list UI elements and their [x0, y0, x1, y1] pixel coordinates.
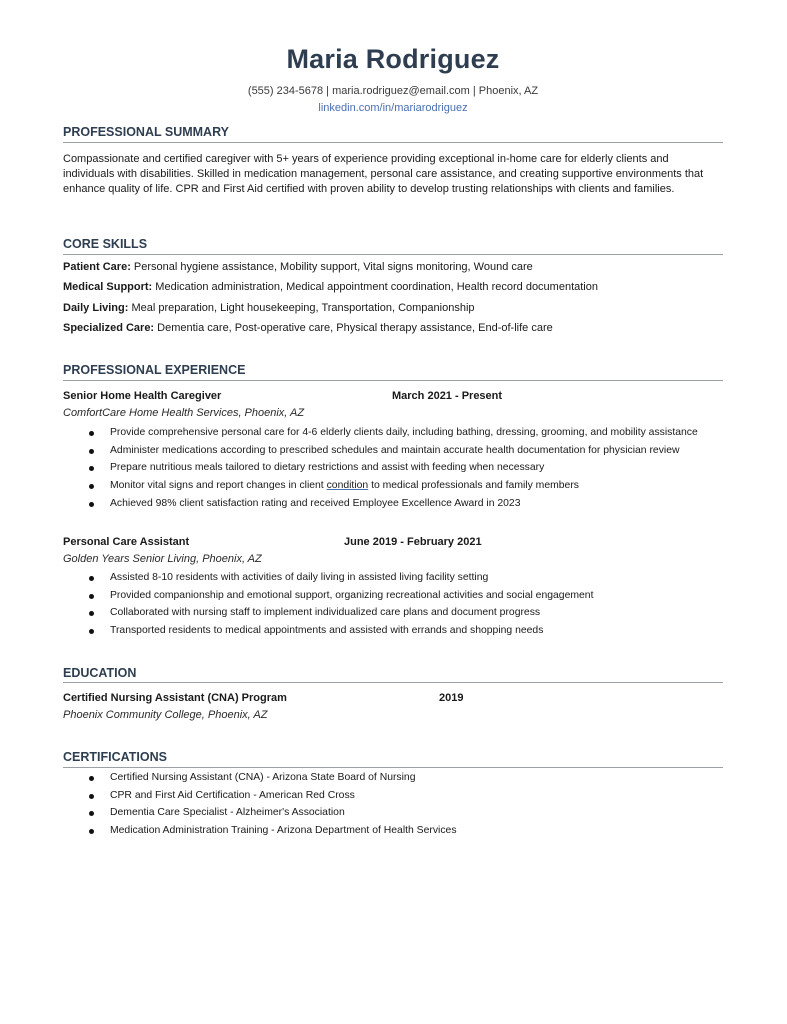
- experience-divider: [63, 380, 723, 381]
- job-dates: June 2019 - February 2021: [344, 536, 482, 548]
- condition-link[interactable]: condition: [326, 480, 369, 492]
- skills-divider: [63, 254, 723, 255]
- skill-row: [63, 322, 553, 334]
- job-bullets: [63, 424, 723, 512]
- skill-row: [63, 261, 533, 273]
- bullet-text: Administer medications according to prescribed schedules and maintain accurate health documentation for physician review: [110, 444, 680, 456]
- education-program: Certified Nursing Assistant (CNA) Program: [63, 692, 287, 704]
- job-organization: ComfortCare Home Health Services, Phoenix, AZ: [63, 407, 305, 419]
- skills-heading: CORE SKILLS: [63, 237, 148, 251]
- skill-text: Meal preparation, Light housekeeping, Transportation, Companionship: [128, 302, 475, 314]
- certification-text: CPR and First Aid Certification - American Red Cross: [110, 789, 355, 801]
- skill-row: [63, 281, 598, 293]
- bullet-icon: [89, 449, 94, 454]
- certification-item: [63, 787, 723, 805]
- bullet-text: Collaborated with nursing staff to implement individualized care plans and document progress: [110, 607, 541, 619]
- bullet-icon: [89, 829, 94, 834]
- bullet-item: [63, 495, 723, 513]
- certification-text: Medication Administration Training - Arizona Department of Health Services: [110, 825, 457, 837]
- bullet-item: [63, 459, 723, 477]
- experience-heading: PROFESSIONAL EXPERIENCE: [63, 363, 246, 377]
- certifications-heading: CERTIFICATIONS: [63, 750, 167, 764]
- summary-text: Compassionate and certified caregiver with 5+ years of experience providing exceptional in-home care for elderly clients and individuals with disabilities. Skilled in medication management, personal care assistance, and creating supportive environments that enhance quality of life. CPR and First Aid certified with proven ability to develop trusting relationships with clients and families.: [63, 153, 704, 195]
- bullet-icon: [89, 629, 94, 634]
- bullet-text: Transported residents to medical appointments and assisted with errands and shopping needs: [110, 625, 544, 637]
- skill-text: Medication administration, Medical appointment coordination, Health record documentation: [152, 281, 598, 293]
- bullet-icon: [89, 466, 94, 471]
- summary-divider: [63, 142, 723, 143]
- skill-label: Medical Support:: [63, 281, 153, 293]
- bullet-icon: [89, 811, 94, 816]
- skill-text: Personal hygiene assistance, Mobility support, Vital signs monitoring, Wound care: [130, 261, 533, 273]
- bullet-icon: [89, 484, 94, 489]
- bullet-icon: [89, 576, 94, 581]
- bullet-icon: [89, 776, 94, 781]
- job-organization: Golden Years Senior Living, Phoenix, AZ: [63, 553, 262, 565]
- linkedin-link[interactable]: linkedin.com/in/mariarodriguez: [318, 102, 468, 114]
- bullet-icon: [89, 794, 94, 799]
- certification-item: [63, 822, 723, 840]
- summary-heading: PROFESSIONAL SUMMARY: [63, 125, 229, 139]
- certifications-divider: [63, 767, 723, 768]
- job-title: Personal Care Assistant: [63, 536, 190, 548]
- certification-item: [63, 804, 723, 822]
- bullet-item: [63, 604, 723, 622]
- bullet-text: Assisted 8-10 residents with activities of daily living in assisted living facility setting: [110, 572, 489, 583]
- job-bullets: [63, 569, 723, 640]
- skill-label: Daily Living:: [63, 302, 129, 314]
- education-school: Phoenix Community College, Phoenix, AZ: [63, 709, 268, 721]
- bullet-text-tail: to medical professionals and family members: [368, 480, 579, 492]
- bullet-icon: [89, 502, 94, 507]
- certifications-list: [63, 769, 723, 840]
- skill-label: Specialized Care:: [63, 322, 155, 334]
- bullet-icon: [89, 431, 94, 436]
- education-divider: [63, 682, 723, 683]
- bullet-item: [63, 622, 723, 640]
- bullet-item: [63, 442, 723, 460]
- bullet-item: [63, 477, 723, 495]
- skill-row: [63, 302, 475, 314]
- bullet-item: [63, 569, 723, 587]
- bullet-text: Prepare nutritious meals tailored to dietary restrictions and assist with feeding when necessary: [110, 462, 545, 474]
- skill-text: Dementia care, Post-operative care, Physical therapy assistance, End-of-life care: [154, 322, 553, 334]
- bullet-icon: [89, 611, 94, 616]
- contact-line: (555) 234-5678 | maria.rodriguez@email.com | Phoenix, AZ: [247, 85, 539, 97]
- job-title: Senior Home Health Caregiver: [63, 390, 222, 402]
- skill-label: Patient Care:: [63, 261, 131, 273]
- bullet-text: Achieved 98% client satisfaction rating and received Employee Excellence Award in 2023: [110, 497, 521, 509]
- job-dates: March 2021 - Present: [392, 390, 503, 402]
- certification-item: [63, 769, 723, 787]
- certification-text: Certified Nursing Assistant (CNA) - Arizona State Board of Nursing: [110, 772, 416, 783]
- education-year: 2019: [439, 692, 464, 704]
- candidate-name: Maria Rodriguez: [286, 44, 500, 74]
- bullet-text: Provided companionship and emotional support, organizing recreational activities and social engagement: [110, 589, 594, 601]
- education-heading: EDUCATION: [63, 666, 137, 680]
- bullet-item: [63, 587, 723, 605]
- certification-text: Dementia Care Specialist - Alzheimer's Association: [110, 807, 345, 819]
- bullet-item: [63, 424, 723, 442]
- bullet-text: Monitor vital signs and report changes in client: [110, 480, 327, 492]
- bullet-text: Provide comprehensive personal care for 4-6 elderly clients daily, including bathing, dressing, grooming, and mobility assistance: [110, 427, 698, 438]
- bullet-icon: [89, 594, 94, 599]
